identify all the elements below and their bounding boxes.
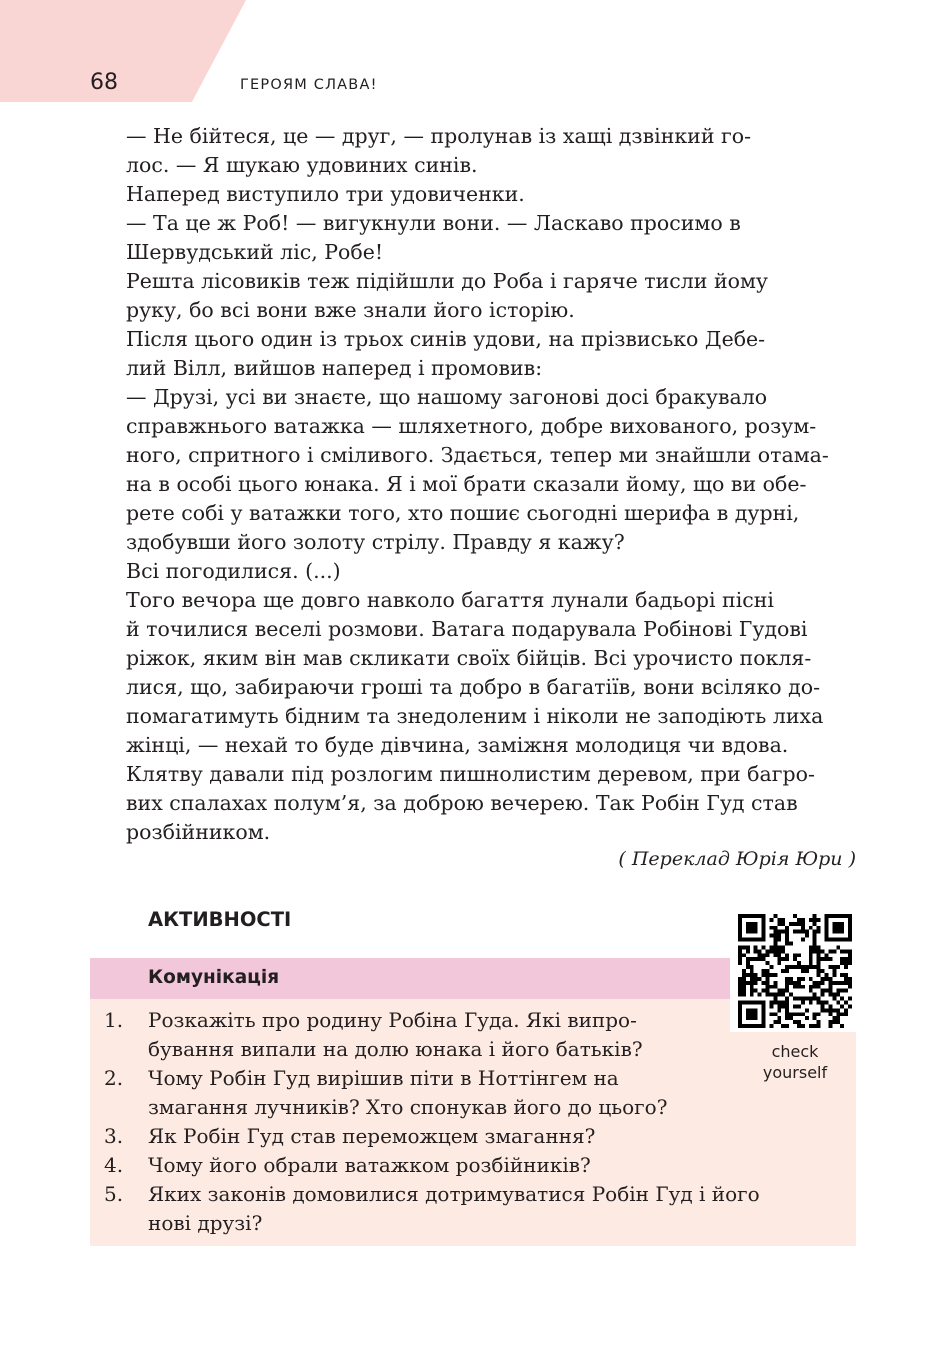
check-label-line-1: check	[771, 1042, 819, 1061]
text-line: лос. — Я шукаю удовиних синів.	[126, 153, 478, 177]
text-line: лися, що, забираючи гроші та добро в багатіїв, вони всіляко до-	[126, 675, 821, 699]
text-line: — Друзі, усі ви знаєте, що нашому загонові досі бракувало	[126, 385, 768, 409]
paragraph	[90, 325, 856, 383]
question-text	[148, 1122, 856, 1151]
text-line: Шервудський ліс, Робе!	[126, 240, 384, 264]
question-line: Чому його обрали ватажком розбійників?	[148, 1153, 591, 1177]
corner-tab	[0, 0, 246, 102]
text-line: ного, спритного і сміливого. Здається, тепер ми знайшли отама-	[126, 443, 829, 467]
translation-attribution: ( Переклад Юрія Юри )	[618, 848, 856, 870]
check-yourself-label	[740, 1041, 850, 1083]
text-line: рете собі у ватажки того, хто пошиє сьогодні шерифа в дурні,	[126, 501, 800, 525]
paragraph	[90, 557, 856, 586]
text-line: на в особі цього юнака. Я і мої брати сказали йому, що ви обе-	[126, 472, 807, 496]
question-line: бування випали на долю юнака і його батьків?	[148, 1037, 643, 1061]
page-number: 68	[90, 70, 118, 95]
question-number: 5.	[104, 1182, 124, 1206]
question-number: 3.	[104, 1124, 124, 1148]
question-text	[148, 1180, 856, 1238]
question-item	[90, 1180, 856, 1238]
story-text	[90, 122, 856, 847]
question-number: 4.	[104, 1153, 124, 1177]
text-line: справжнього ватажка — шляхетного, добре вихованого, розум-	[126, 414, 817, 438]
qr-code-icon[interactable]	[738, 914, 852, 1028]
text-line: помагатимуть бідним та знедоленим і ніколи не заподіють лиха	[126, 704, 824, 728]
paragraph	[90, 209, 856, 267]
text-line: ріжок, яким він мав скликати своїх бійців. Всі урочисто покля-	[126, 646, 812, 670]
activities-heading: АКТИВНОСТІ	[148, 908, 292, 931]
text-line: Після цього один із трьох синів удови, на прізвисько Дебе-	[126, 327, 766, 351]
question-item	[90, 1122, 856, 1151]
question-line: нові друзі?	[148, 1211, 263, 1235]
question-item	[90, 1151, 856, 1180]
text-line: вих спалахах полум’я, за доброю вечерею. Так Робін Гуд став	[126, 791, 798, 815]
section-title: Комунікація	[148, 967, 280, 988]
question-line: Яких законів домовилися дотримуватися Робін Гуд і його	[148, 1182, 760, 1206]
text-line: — Та це ж Роб! — вигукнули вони. — Ласкаво просимо в	[126, 211, 741, 235]
question-number: 2.	[104, 1066, 124, 1090]
text-line: розбійником.	[126, 820, 271, 844]
text-line: руку, бо всі вони вже знали його історію.	[126, 298, 575, 322]
paragraph	[90, 180, 856, 209]
paragraph	[90, 122, 856, 180]
running-title: ГЕРОЯМ СЛАВА!	[240, 77, 378, 93]
text-line: Всі погодилися. (...)	[126, 559, 341, 583]
question-number: 1.	[104, 1008, 124, 1032]
check-label-line-2: yourself	[762, 1063, 828, 1082]
paragraph	[90, 586, 856, 847]
question-line: змагання лучників? Хто спонукав його до цього?	[148, 1095, 668, 1119]
text-line: — Не бійтеся, це — друг, — пролунав із хащі дзвінкий го-	[126, 124, 752, 148]
text-line: Решта лісовиків теж підійшли до Роба і гаряче тисли йому	[126, 269, 768, 293]
text-line: й точилися веселі розмови. Ватага подарувала Робінові Гудові	[126, 617, 808, 641]
question-line: Як Робін Гуд став переможцем змагання?	[148, 1124, 596, 1148]
question-text	[148, 1151, 856, 1180]
text-line: здобувши його золоту стрілу. Правду я кажу?	[126, 530, 625, 554]
text-line: Наперед виступило три удовиченки.	[126, 182, 525, 206]
text-line: лий Вілл, вийшов наперед і промовив:	[126, 356, 543, 380]
paragraph	[90, 383, 856, 557]
text-line: жінці, — нехай то буде дівчина, заміжня молодиця чи вдова.	[126, 733, 789, 757]
text-line: Того вечора ще довго навколо багаття лунали бадьорі пісні	[126, 588, 774, 612]
question-line: Чому Робін Гуд вирішив піти в Ноттінгем на	[148, 1066, 619, 1090]
text-line: Клятву давали під розлогим пишнолистим деревом, при багро-	[126, 762, 815, 786]
paragraph	[90, 267, 856, 325]
qr-box[interactable]	[730, 910, 858, 1032]
question-line: Розкажіть про родину Робіна Гуда. Які випро-	[148, 1008, 637, 1032]
